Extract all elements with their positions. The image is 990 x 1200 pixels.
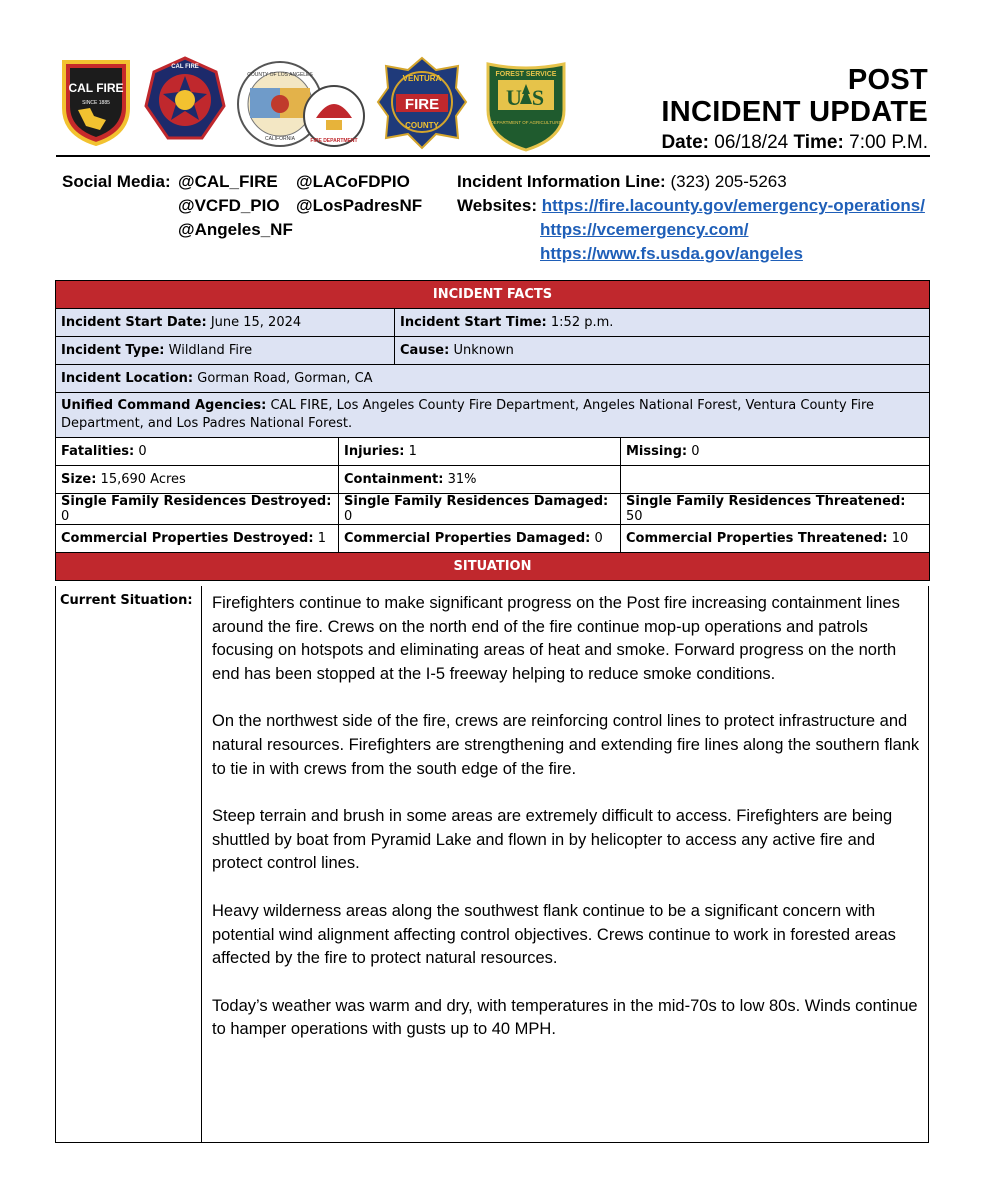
svg-text:VENTURA: VENTURA [402, 74, 442, 83]
header-divider [56, 155, 930, 157]
cause-label: Cause: [400, 343, 450, 358]
cause-cell [395, 337, 930, 365]
agency-logos [56, 56, 596, 156]
start-date-cell [56, 309, 395, 337]
containment-cell [339, 466, 621, 494]
social-handle[interactable]: @Angeles_NF [178, 220, 293, 239]
sfr-damaged-label: Single Family Residences Damaged: [344, 494, 609, 509]
cal-fire-logo-text: CAL FIRE [68, 81, 124, 95]
info-line-phone[interactable]: (323) 205-5263 [670, 172, 787, 191]
situation-section [55, 586, 929, 1143]
cause-value: Unknown [453, 343, 514, 358]
containment-label: Containment: [344, 472, 444, 487]
situation-paragraph: Firefighters continue to make significant progress on the Post fire increasing containment lines around the fire. Crews on the north end of the fire continue mop-up operations and patrols focusing on hotspots and eliminating areas of heat and smoke. Forward progress on the north end has been stopped at the I-5 freeway helping to reduce smoke conditions. [212, 594, 900, 683]
agencies-cell [56, 393, 930, 438]
missing-cell [621, 438, 930, 466]
start-time-label: Incident Start Time: [400, 315, 547, 330]
social-media-label: Social Media: [62, 172, 171, 191]
website-link[interactable]: https://vcemergency.com/ [540, 220, 749, 239]
commercial-destroyed-label: Commercial Properties Destroyed: [61, 531, 314, 546]
fatalities-label: Fatalities: [61, 444, 135, 459]
svg-text:FIRE: FIRE [404, 96, 440, 113]
incident-type-cell [56, 337, 395, 365]
incident-facts-header: INCIDENT FACTS [56, 281, 930, 309]
incident-type-label: Incident Type: [61, 343, 165, 358]
website-link[interactable]: https://www.fs.usda.gov/angeles [540, 244, 803, 263]
title-post: POST [847, 64, 928, 96]
start-date-value: June 15, 2024 [210, 315, 302, 330]
injuries-label: Injuries: [344, 444, 405, 459]
svg-text:FOREST SERVICE: FOREST SERVICE [495, 71, 557, 78]
cal-fire-since-text: SINCE 1885 [82, 100, 110, 106]
forest-service-logo [484, 60, 568, 152]
location-value: Gorman Road, Gorman, CA [197, 371, 373, 386]
sfr-damaged-cell [339, 494, 621, 525]
missing-value: 0 [691, 444, 700, 459]
incident-type-value: Wildland Fire [168, 343, 253, 358]
svg-text:DEPARTMENT OF AGRICULTURE: DEPARTMENT OF AGRICULTURE [490, 120, 562, 125]
start-time-cell [395, 309, 930, 337]
situation-header: SITUATION [56, 553, 930, 581]
title-block [661, 64, 928, 156]
situation-paragraph: Today’s weather was warm and dry, with temperatures in the mid-70s to low 80s. Winds continue to hamper operations with gusts up to 40 MPH. [212, 996, 918, 1039]
situation-label-column [56, 586, 202, 1142]
commercial-threatened-label: Commercial Properties Threatened: [626, 531, 888, 546]
social-handle[interactable]: @LosPadresNF [296, 196, 423, 215]
info-line-label: Incident Information Line: [457, 172, 666, 191]
start-time-value: 1:52 p.m. [550, 315, 614, 330]
size-label: Size: [61, 472, 97, 487]
situation-text [212, 592, 924, 1066]
cal-fire-logo [60, 58, 132, 146]
commercial-destroyed-cell [56, 525, 339, 553]
social-handle[interactable]: @VCFD_PIO [178, 196, 280, 215]
sfr-destroyed-cell [56, 494, 339, 525]
situation-paragraph: Steep terrain and brush in some areas are extremely difficult to access. Firefighters are being shuttled by boat from Pyramid Lake and flown in by helicopter to access any active fire and protect control lines. [212, 807, 893, 873]
situation-paragraph: Heavy wilderness areas along the southwest flank continue to be a significant concern with potential wind alignment affecting control objectives. Crews continue to work in forested areas affected by the fire to protect natural resources. [212, 901, 896, 968]
containment-value: 31% [447, 472, 477, 487]
ventura-county-fire-logo [376, 56, 468, 150]
location-cell [56, 365, 930, 393]
sfr-threatened-label: Single Family Residences Threatened: [626, 494, 906, 509]
la-fire-department-logo [302, 80, 366, 152]
commercial-threatened-cell [621, 525, 930, 553]
injuries-value: 1 [408, 444, 417, 459]
start-date-label: Incident Start Date: [61, 315, 207, 330]
incident-facts-table [55, 280, 930, 581]
commercial-destroyed-value: 1 [317, 531, 326, 546]
date-label: Date: [661, 132, 709, 153]
website-link[interactable]: https://fire.lacounty.gov/emergency-operations/ [541, 196, 925, 215]
sfr-destroyed-value: 0 [61, 509, 70, 524]
missing-label: Missing: [626, 444, 688, 459]
location-label: Incident Location: [61, 371, 194, 386]
websites-label: Websites: [457, 196, 537, 215]
title-incident-update: INCIDENT UPDATE [661, 96, 928, 128]
team-badge-logo [144, 56, 226, 144]
svg-text:CALIFORNIA: CALIFORNIA [264, 136, 296, 142]
svg-text:FIRE DEPARTMENT: FIRE DEPARTMENT [310, 138, 358, 144]
size-cell [56, 466, 339, 494]
agencies-label: Unified Command Agencies: [61, 398, 267, 413]
commercial-damaged-cell [339, 525, 621, 553]
sfr-threatened-cell [621, 494, 930, 525]
size-value: 15,690 Acres [100, 472, 186, 487]
svg-text:COUNTY: COUNTY [405, 121, 439, 130]
fatalities-value: 0 [138, 444, 147, 459]
current-situation-label: Current Situation: [60, 593, 193, 608]
time-value: 7:00 P.M. [849, 132, 928, 153]
date-value: 06/18/24 [714, 132, 789, 153]
commercial-damaged-label: Commercial Properties Damaged: [344, 531, 591, 546]
situation-paragraph: On the northwest side of the fire, crews are reinforcing control lines to protect infrastructure and natural resources. Firefighters are strengthening and extending fire lines along the southern flank to tie in with crews from the south edge of the fire. [212, 712, 920, 778]
svg-text:CAL FIRE: CAL FIRE [171, 64, 199, 70]
commercial-threatened-value: 10 [891, 531, 909, 546]
sfr-threatened-value: 50 [626, 509, 643, 524]
sfr-damaged-value: 0 [344, 509, 353, 524]
empty-cell [621, 466, 930, 494]
social-handle[interactable]: @CAL_FIRE [178, 172, 278, 191]
time-label: Time: [793, 132, 844, 153]
svg-text:COUNTY OF LOS ANGELES: COUNTY OF LOS ANGELES [247, 72, 313, 78]
commercial-damaged-value: 0 [594, 531, 603, 546]
sfr-destroyed-label: Single Family Residences Destroyed: [61, 494, 332, 509]
fatalities-cell [56, 438, 339, 466]
svg-text:S: S [531, 85, 545, 110]
svg-text:U: U [506, 85, 522, 110]
agencies-value: CAL FIRE, Los Angeles County Fire Department, Angeles National Forest, Ventura County Fire Department, and Los Padres National Forest. [61, 398, 874, 431]
injuries-cell [339, 438, 621, 466]
date-time-line [661, 130, 928, 156]
social-handle[interactable]: @LACoFDPIO [296, 172, 410, 191]
